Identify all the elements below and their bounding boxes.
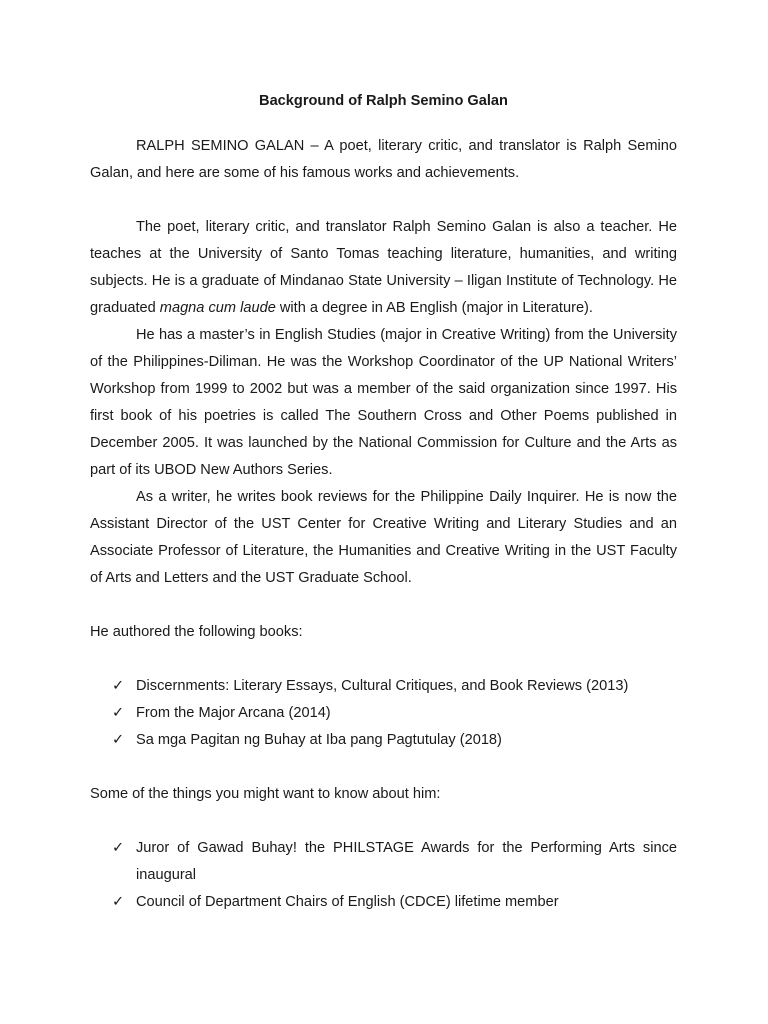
checkmark-icon: ✓ <box>112 705 125 721</box>
spacer <box>90 808 677 835</box>
facts-heading: Some of the things you might want to know about him: <box>90 786 441 802</box>
document-title: Background of Ralph Semino Galan <box>259 93 508 109</box>
paragraph-career: As a writer, he writes book reviews for the Philippine Daily Inquirer. He is now the Assistant Director of the UST Center for Creative Writing and Literary Studies and an Associate Professor of Literature, the Humanities and Creative Writing in the UST Faculty of Arts and Letters and the UST Graduate School. <box>90 489 677 586</box>
paragraph-teaching-end: with a degree in AB English (major in Literature). <box>275 300 593 316</box>
books-list <box>90 673 677 754</box>
book-title: From the Major Arcana (2014) <box>136 705 331 721</box>
list-item <box>90 889 677 916</box>
facts-list <box>90 835 677 916</box>
books-heading: He authored the following books: <box>90 624 303 640</box>
intro-paragraph: RALPH SEMINO GALAN – A poet, literary critic, and translator is Ralph Semino Galan, and here are some of his famous works and achievements. <box>90 138 677 181</box>
list-item <box>90 700 677 727</box>
checkmark-icon: ✓ <box>112 840 125 856</box>
checkmark-icon: ✓ <box>112 732 125 748</box>
paragraph-teaching-text: The poet, literary critic, and translator Ralph Semino Galan is also a teacher. He teaches at the University of Santo Tomas teaching literature, humanities, and writing subjects. He is a graduate of Mindanao State University – Iligan Institute of Technology. He graduated <box>90 219 677 316</box>
document-page <box>90 88 677 916</box>
checkmark-icon: ✓ <box>112 678 125 694</box>
checkmark-icon: ✓ <box>112 894 125 910</box>
fact-text: Juror of Gawad Buhay! the PHILSTAGE Awards for the Performing Arts since inaugural <box>136 840 677 883</box>
book-title: Sa mga Pagitan ng Buhay at Iba pang Pagtutulay (2018) <box>136 732 502 748</box>
spacer <box>90 646 677 673</box>
list-item <box>90 835 677 889</box>
paragraph-education: He has a master’s in English Studies (major in Creative Writing) from the University of the Philippines-Diliman. He was the Workshop Coordinator of the UP National Writers’ Workshop from 1999 to 2002 but was a member of the said organization since 1997. His first book of his poetries is called The Southern Cross and Other Poems published in December 2005. It was launched by the National Commission for Culture and the Arts as part of its UBOD New Authors Series. <box>90 327 677 478</box>
list-item <box>90 727 677 754</box>
spacer <box>90 754 677 781</box>
list-item <box>90 673 677 700</box>
magna-cum-laude-text: magna cum laude <box>159 300 276 316</box>
fact-text: Council of Department Chairs of English (CDCE) lifetime member <box>136 894 559 910</box>
spacer <box>90 592 677 619</box>
book-title: Discernments: Literary Essays, Cultural Critiques, and Book Reviews (2013) <box>136 678 629 694</box>
paragraph-teaching <box>90 214 677 322</box>
